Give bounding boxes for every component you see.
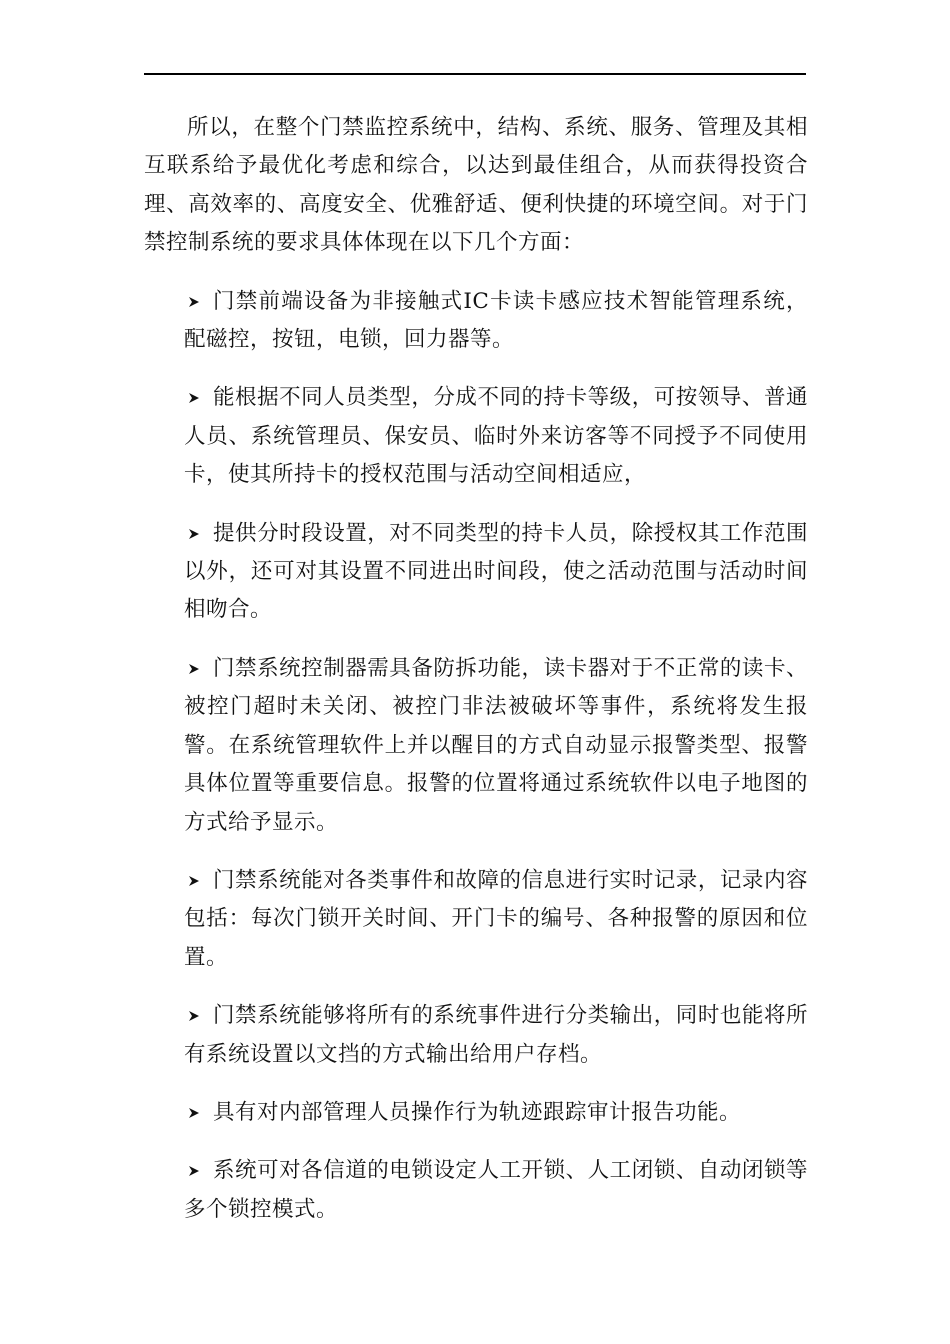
- arrowhead-bullet-icon: [188, 283, 204, 321]
- header-rule: [144, 73, 806, 75]
- intro-paragraph: 所以，在整个门禁监控系统中，结构、系统、服务、管理及其相互联系给予最优化考虑和综合，以达到最佳组合，从而获得投资合理、高效率的、高度安全、优雅舒适、便利快捷的环境空间。对于门禁控制系统的要求具体体现在以下几个方面：: [144, 115, 808, 256]
- list-item-text: 门禁前端设备为非接触式IC卡读卡感应技术智能管理系统，配磁控，按钮，电锁，回力器等。: [184, 288, 808, 353]
- arrowhead-bullet-icon: [188, 1094, 204, 1132]
- arrowhead-bullet-icon: [188, 1152, 204, 1190]
- arrowhead-bullet-icon: [188, 379, 204, 417]
- list-item: [144, 1152, 808, 1229]
- arrowhead-bullet-icon: [188, 862, 204, 900]
- arrowhead-bullet-icon: [188, 997, 204, 1035]
- list-item-text: 系统可对各信道的电锁设定人工开锁、人工闭锁、自动闭锁等多个锁控模式。: [184, 1158, 808, 1222]
- list-item-text: 能根据不同人员类型，分成不同的持卡等级，可按领导、普通人员、系统管理员、保安员、临时外来访客等不同授予不同使用卡，使其所持卡的授权范围与活动空间相适应，: [184, 385, 808, 488]
- list-item: [144, 862, 808, 977]
- list-item-text: 门禁系统能对各类事件和故障的信息进行实时记录，记录内容包括：每次门锁开关时间、开门卡的编号、各种报警的原因和位置。: [184, 867, 808, 970]
- document-body: [144, 109, 808, 1229]
- requirements-list: [144, 283, 808, 1230]
- list-item: [144, 283, 808, 360]
- list-item-text: 门禁系统能够将所有的系统事件进行分类输出，同时也能将所有系统设置以文挡的方式输出给用户存档。: [184, 1003, 808, 1067]
- list-item-text: 具有对内部管理人员操作行为轨迹跟踪审计报告功能。: [213, 1099, 742, 1125]
- list-item: [144, 650, 808, 842]
- list-item: [144, 997, 808, 1074]
- list-item-text: 提供分时段设置，对不同类型的持卡人员，除授权其工作范围以外，还可对其设置不同进出时间段，使之活动范围与活动时间相吻合。: [184, 520, 808, 623]
- arrowhead-bullet-icon: [188, 515, 204, 553]
- list-item: [144, 379, 808, 494]
- list-item: [144, 1094, 808, 1132]
- list-item-text: 门禁系统控制器需具备防拆功能，读卡器对于不正常的读卡、被控门超时未关闭、被控门非法被破坏等事件，系统将发生报警。在系统管理软件上并以醒目的方式自动显示报警类型、报警具体位置等重要信息。报警的位置将通过系统软件以电子地图的方式给予显示。: [184, 655, 808, 835]
- list-item: [144, 515, 808, 630]
- arrowhead-bullet-icon: [188, 650, 204, 688]
